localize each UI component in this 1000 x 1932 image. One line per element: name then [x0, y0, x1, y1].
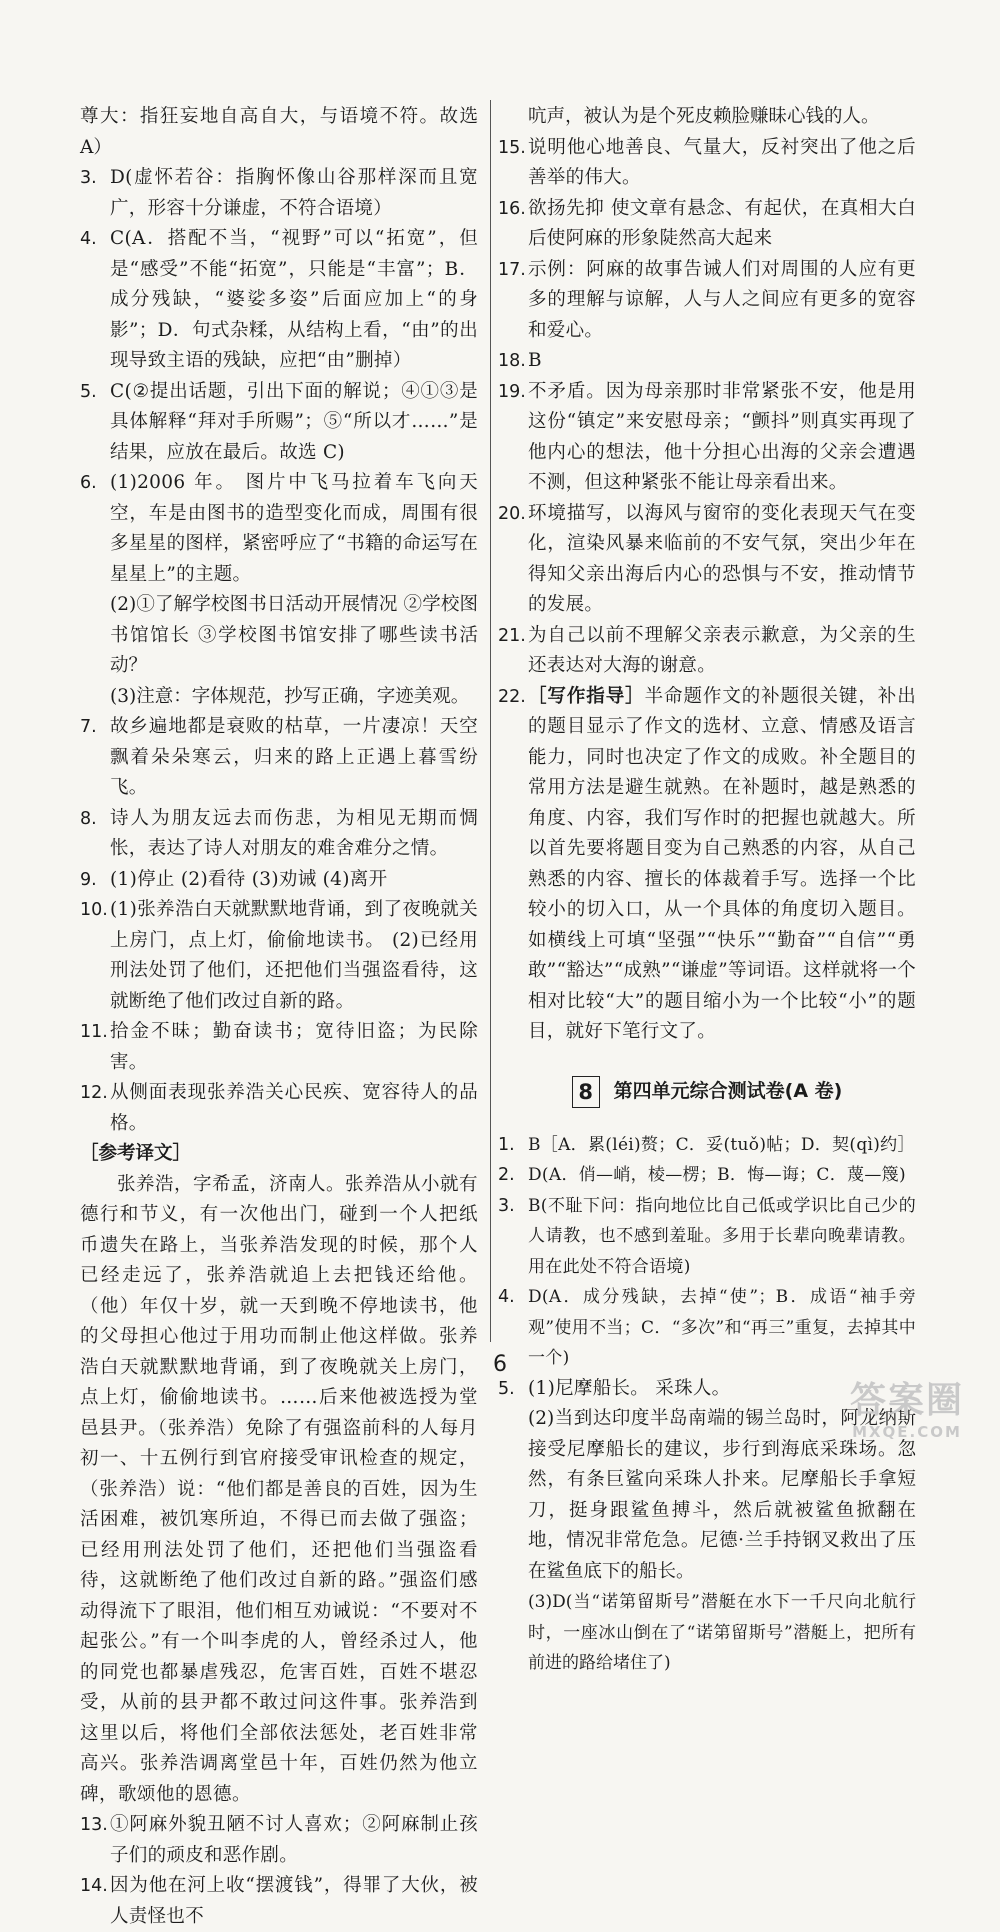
answer-number: 7. [80, 717, 97, 737]
answer-text: C(②提出话题，引出下面的解说；④①③是具体解释“拜对手所赐”；⑤“所以才……”是结果，应放在最后。故选 C) [110, 380, 478, 463]
answer-number: 8. [80, 808, 97, 829]
test-answer-5-part-2: (2)当到达印度半岛南端的锡兰岛时，阿龙纳斯接受尼摩船长的建议，步行到海底采珠场。忽然，有条巨鲨向采珠人扑来。尼摩船长手拿短刀，挺身跟鲨鱼搏斗，然后就被鲨鱼掀翻在地，情况非常危急。尼德·兰手持钢叉救出了压在鲨鱼底下的船长。 [528, 1408, 916, 1582]
test-answer-2 [498, 1160, 916, 1191]
answer-15 [498, 133, 916, 194]
answer-number: 12. [80, 1083, 108, 1103]
answer-number: 4. [498, 1287, 515, 1307]
answer-21 [498, 621, 916, 682]
answer-6-part-3: (3)注意：字体规范，抄写正确，字迹美观。 [110, 685, 470, 707]
section-heading [498, 1076, 916, 1108]
answer-text: 不矛盾。因为母亲那时非常紧张不安，他是用这份“镇定”来安慰母亲；“颤抖”则真实再现了他内心的想法，他十分担心出海的父亲会遭遇不测，但这种紧张不能让母亲看出来。 [528, 380, 916, 493]
answer-6 [80, 468, 478, 590]
answer-11 [80, 1017, 478, 1078]
answer-20 [498, 499, 916, 621]
test-answer-3 [498, 1191, 916, 1283]
answer-text: (1)2006 年。 图片中飞马拉着车飞向天空，车是由图书的造型变化而成，周围有很多星星的图样，紧密呼应了“书籍的命运写在星星上”的主题。 [110, 472, 478, 585]
answer-number: 21. [498, 625, 526, 646]
answer-18 [498, 346, 916, 377]
answer-text: 环境描写，以海风与窗帘的变化表现天气在变化，渲染风暴来临前的不安气氛，突出少年在得知父亲出海后内心的恐惧与不安，推动情节的发展。 [528, 502, 916, 615]
answer-number: 19. [498, 381, 526, 402]
answer-text: B［A．累(léi)赘；C．妥(tuǒ)帖；D．契(qì)约］ [528, 1134, 915, 1155]
answer-22-body [528, 682, 916, 1048]
column-divider [490, 100, 491, 1342]
answer-text: (1)停止 (2)看待 (3)劝诫 (4)离开 [110, 868, 388, 890]
answer-number: 22. [498, 686, 526, 707]
watermark-logo [842, 1372, 972, 1441]
answer-6-part-2: (2)①了解学校图书日活动开展情况 ②学校图书馆馆长 ③学校图书馆安排了哪些读书活动？ [110, 594, 478, 676]
right-column [498, 102, 916, 1679]
answer-text: 说明他心地善良、气量大，反衬突出了他之后善举的伟大。 [528, 136, 916, 188]
answer-number: 10. [80, 900, 108, 920]
answer-17 [498, 255, 916, 347]
answer-number: 2. [498, 1165, 515, 1185]
answer-text: D(A．成分残缺，去掉“使”；B．成语“袖手旁观”使用不当；C．“多次”和“再三”重复，去掉其中一个) [528, 1287, 916, 1368]
answer-text: 示例：阿麻的故事告诫人们对周围的人应有更多的理解与谅解，人与人之间应有更多的宽容和爱心。 [528, 258, 916, 341]
section-number: 8 [572, 1076, 600, 1108]
reference-translation-text: 张养浩，字希孟，济南人。张养浩从小就有德行和节义，有一次他出门，碰到一个人把纸币遗失在路上，当张养浩发现的时候，那个人已经走远了，张养浩就追上去把钱还给他。（他）年仅十岁，就一天到晚不停地读书，他的父母担心他过于用功而制止他这样做。张养浩白天就默默地背诵，到了夜晚就关上房门，点上灯，偷偷地读书。……后来他被选授为堂邑县尹。（张养浩）免除了有强盗前科的人每月初一、十五例行到官府接受审讯检查的规定，（张养浩）说：“他们都是善良的百姓，因为生活困难，被饥寒所迫，不得已而去做了强盗；已经用刑法处罚了他们，还把他们当强盗看待，这就断绝了他们改过自新的路。”强盗们感动得流下了眼泪，他们相互劝诫说：“不要对不起张公。”有一个叫李虎的人，曾经杀过人，他的同党也都暴虐残忍，危害百姓，百姓不堪忍受，从前的县尹都不敢过问这件事。张养浩到这里以后，将他们全部依法惩处，老百姓非常高兴。张养浩调离堂邑十年，百姓仍然为他立碑，歌颂他的恩德。 [80, 1173, 479, 1805]
answer-10 [80, 895, 478, 1017]
answer-text: 半命题作文的补题很关键，补出的题目显示了作文的选材、立意、情感及语言能力，同时也决定了作文的成败。补全题目的常用方法是避生就熟。在补题时，越是熟悉的角度、内容，我们写作时的把握也就越大。所以首先要将题目变为自己熟悉的内容，从自己熟悉的内容、擅长的体裁着手写。选择一个比较小的切入口，从一个具体的角度切入题目。如横线上可填“坚强”“快乐”“勤奋”“自信”“勇敢”“豁达”“成熟”“谦虚”等词语。这样就将一个相对比较“大”的题目缩小为一个比较“小”的题目，就好下笔行文了。 [528, 685, 916, 1042]
answer-number: 18. [498, 351, 526, 371]
answer-text: B [528, 350, 542, 371]
answer-text: 故乡遍地都是衰败的枯草，一片凄凉！天空飘着朵朵寒云，归来的路上正遇上暮雪纷飞。 [110, 716, 478, 798]
answer-9 [80, 865, 478, 896]
answer-19 [498, 377, 916, 499]
answer-number: 16. [498, 198, 526, 219]
answer-number: 13. [80, 1815, 108, 1835]
answer-text: ①阿麻外貌丑陋不讨人喜欢；②阿麻制止孩子们的顽皮和恶作剧。 [110, 1814, 478, 1866]
answer-text: 为自己以前不理解父亲表示歉意，为父亲的生还表达对大海的谢意。 [528, 624, 916, 676]
answer-text: 诗人为朋友远去而伤悲，为相见无期而惆怅，表达了诗人对朋友的难舍难分之情。 [110, 807, 478, 859]
answer-text: 因为他在河上收“摆渡钱”，得罪了大伙，被人责怪也不 [110, 1875, 478, 1927]
answer-13 [80, 1810, 478, 1871]
answer-text: 欲扬先抑 使文章有悬念、有起伏，在真相大白后使阿麻的形象陡然高大起来 [528, 197, 916, 249]
answer-text: B(不耻下问：指向地位比自己低或学识比自己少的人请教，也不感到羞耻。多用于长辈向晚辈请教。用在此处不符合语境) [528, 1195, 916, 1277]
watermark-logo-text: 答案圈 [849, 1380, 964, 1421]
answer-12 [80, 1078, 478, 1139]
watermark-url: MXQE.COM [852, 1423, 962, 1441]
answer-text: C(A．搭配不当，“视野”可以“拓宽”，但是“感受”不能“拓宽”，只能是“丰富”；B．成分残缺，“婆娑多姿”后面应加上“的身影”；D．句式杂糅，从结构上看，“由”的出现导致主语的残缺，应把“由”删掉） [110, 228, 478, 371]
answer-text: 拾金不昧；勤奋读书；宽待旧盗；为民除害。 [110, 1021, 478, 1073]
answer-number: 9. [80, 869, 97, 890]
continued-answer: 尊大：指狂妄地自高自大，与语境不符。故选 A） [80, 106, 478, 158]
section-title: 第四单元综合测试卷(A 卷) [613, 1080, 843, 1103]
answer-4 [80, 224, 478, 377]
answer-3 [80, 163, 478, 224]
answer-text: 从侧面表现张养浩关心民疾、宽容待人的品格。 [110, 1082, 478, 1134]
answer-number: 3. [498, 1195, 515, 1216]
answer-number: 5. [80, 381, 97, 402]
answer-number: 6. [80, 473, 97, 493]
answer-number: 1. [498, 1134, 515, 1155]
reference-translation-label: ［参考译文］ [80, 1143, 192, 1164]
answer-number: 17. [498, 259, 526, 280]
answer-number: 4. [80, 229, 97, 249]
answer-number: 3. [80, 168, 97, 188]
answer-number: 20. [498, 503, 526, 524]
answer-text: D(A．俏—峭，棱—楞；B．悔—诲；C．蔑—篾) [528, 1165, 906, 1185]
answer-number: 15. [498, 137, 526, 158]
left-column [80, 102, 478, 1932]
answer-number: 5. [498, 1378, 515, 1399]
answer-16 [498, 194, 916, 255]
test-answer-1 [498, 1130, 916, 1161]
writing-guide-label: ［写作指导］ [528, 685, 645, 707]
answer-text: (1)张养浩白天就默默地背诵，到了夜晚就关上房门，点上灯，偷偷地读书。 (2)已经用刑法处罚了他们，还把他们当强盗看待，这就断绝了他们改过自新的路。 [110, 899, 478, 1012]
test-answer-5-part-3: (3)D(当“诺第留斯号”潜艇在水下一千尺向北航行时，一座冰山倒在了“诺第留斯号”潜艇上，把所有前进的路给堵住了) [528, 1592, 916, 1673]
answer-7 [80, 712, 478, 804]
answer-number: 11. [80, 1022, 108, 1042]
page-number: 6 [493, 1352, 507, 1377]
answer-5 [80, 377, 478, 469]
answer-14 [80, 1871, 478, 1932]
answer-text: D(虚怀若谷：指胸怀像山谷那样深而且宽广，形容十分谦虚，不符合语境） [110, 167, 478, 219]
answer-text: (1)尼摩船长。 采珠人。 [528, 1377, 731, 1399]
answer-22 [498, 682, 916, 1048]
continued-answer: 吭声，被认为是个死皮赖脸赚昧心钱的人。 [528, 106, 880, 127]
answer-number: 14. [80, 1876, 108, 1896]
answer-8 [80, 804, 478, 865]
